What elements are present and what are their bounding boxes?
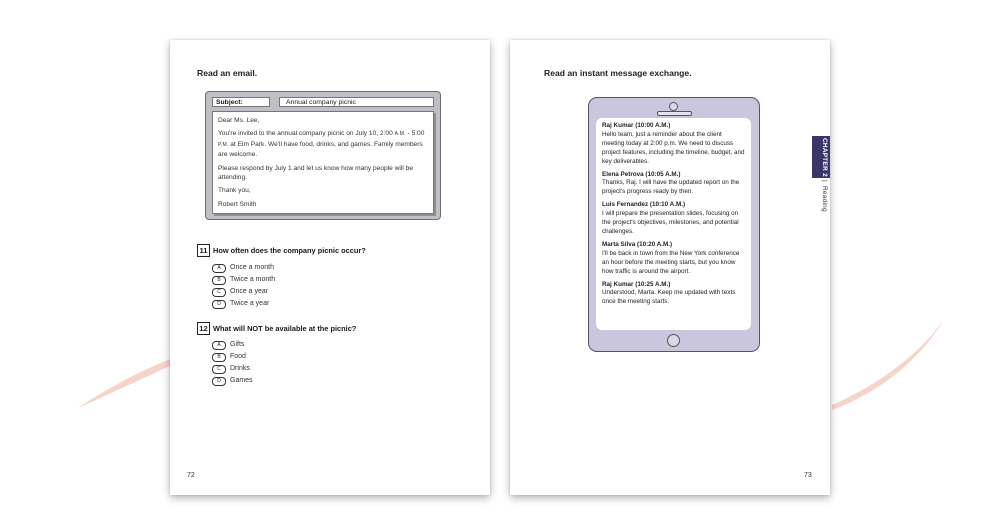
message-text: Understood, Marta. Keep me updated with texts once the meeting starts. xyxy=(602,289,736,306)
answer-bubble[interactable]: A xyxy=(212,341,226,350)
message-header: Raj Kumar (10:00 A.M.) xyxy=(602,122,671,129)
speaker-icon xyxy=(657,111,692,116)
answer-option[interactable]: B Food xyxy=(212,352,246,362)
page-number: 72 xyxy=(187,472,195,479)
question-12 xyxy=(197,322,356,335)
page-number: 73 xyxy=(804,472,812,479)
email-signature: Robert Smith xyxy=(218,200,257,208)
answer-bubble[interactable]: D xyxy=(212,300,226,309)
section-label: Reading xyxy=(821,185,828,212)
answer-option[interactable]: D Games xyxy=(212,376,253,386)
answer-bubble[interactable]: A xyxy=(212,264,226,273)
message xyxy=(602,241,745,277)
message-header: Raj Kumar (10:25 A.M.) xyxy=(602,280,671,288)
question-11 xyxy=(197,244,366,257)
right-page xyxy=(510,40,830,495)
subject-label: Subject: xyxy=(212,97,270,107)
answer-bubble[interactable]: B xyxy=(212,276,226,285)
email-paragraph-2: Please respond by July 1 and let us know how many people will be attending. xyxy=(218,164,413,182)
email-closing: Thank you, xyxy=(218,187,251,195)
question-text: What will NOT be available at the picnic? xyxy=(213,324,357,333)
instruction-heading: Read an email. xyxy=(197,68,258,78)
chapter-label: CHAPTER 2 xyxy=(821,138,828,177)
message-text: Hello team, just a reminder about the client meeting today at 2:00 p.m. We need to discuss project features, including the timeline, budget, and key deliverables. xyxy=(602,130,745,165)
left-page xyxy=(170,40,490,495)
email-window xyxy=(205,91,441,220)
answer-bubble[interactable]: C xyxy=(212,365,226,374)
camera-icon xyxy=(669,102,678,111)
answer-option[interactable]: A Once a month xyxy=(212,263,274,273)
message-header: Luis Fernandez (10:10 A.M.) xyxy=(602,201,686,209)
answer-option[interactable]: C Drinks xyxy=(212,364,250,374)
message xyxy=(602,201,745,237)
answer-option[interactable]: D Twice a year xyxy=(212,299,269,309)
answer-option[interactable]: C Once a year xyxy=(212,287,268,297)
answer-bubble[interactable]: D xyxy=(212,377,226,386)
email-paragraph-1: You're invited to the annual company picnic on July 10, 2:00 A.M. - 5:00 P.M. at Elm Park. We'll have food, drinks, and games. Family members are welcome. xyxy=(218,130,425,159)
message-header: Marta Silva (10:20 A.M.) xyxy=(602,240,673,248)
message-screen xyxy=(596,118,751,330)
question-text: How often does the company picnic occur? xyxy=(213,246,366,255)
message-text: Thanks, Raj. I will have the updated report on the project's progress ready by then. xyxy=(602,179,740,196)
question-number: 11 xyxy=(197,244,210,257)
message-text: I will prepare the presentation slides, focusing on the project's objectives, milestones, and potential challenges. xyxy=(602,210,739,235)
message-header: Elena Petrova (10:05 A.M.) xyxy=(602,170,681,178)
answer-option[interactable]: A Gifts xyxy=(212,340,244,350)
home-button-icon xyxy=(667,334,680,347)
message xyxy=(602,281,745,308)
message xyxy=(602,122,745,167)
subject-field: Annual company picnic xyxy=(279,97,434,107)
answer-bubble[interactable]: B xyxy=(212,353,226,362)
tablet-device xyxy=(588,97,760,352)
email-body xyxy=(212,111,434,214)
message-text: I'll be back in town from the New York conference an hour before the meeting starts, but you know how traffic is around the airport. xyxy=(602,249,740,275)
answer-bubble[interactable]: C xyxy=(212,288,226,297)
message xyxy=(602,171,745,198)
email-greeting: Dear Ms. Lee, xyxy=(218,117,260,124)
question-number: 12 xyxy=(197,322,210,335)
chapter-tab-label: CHAPTER 2|Reading xyxy=(821,138,828,212)
instruction-heading: Read an instant message exchange. xyxy=(544,68,692,78)
answer-option[interactable]: B Twice a month xyxy=(212,275,275,285)
